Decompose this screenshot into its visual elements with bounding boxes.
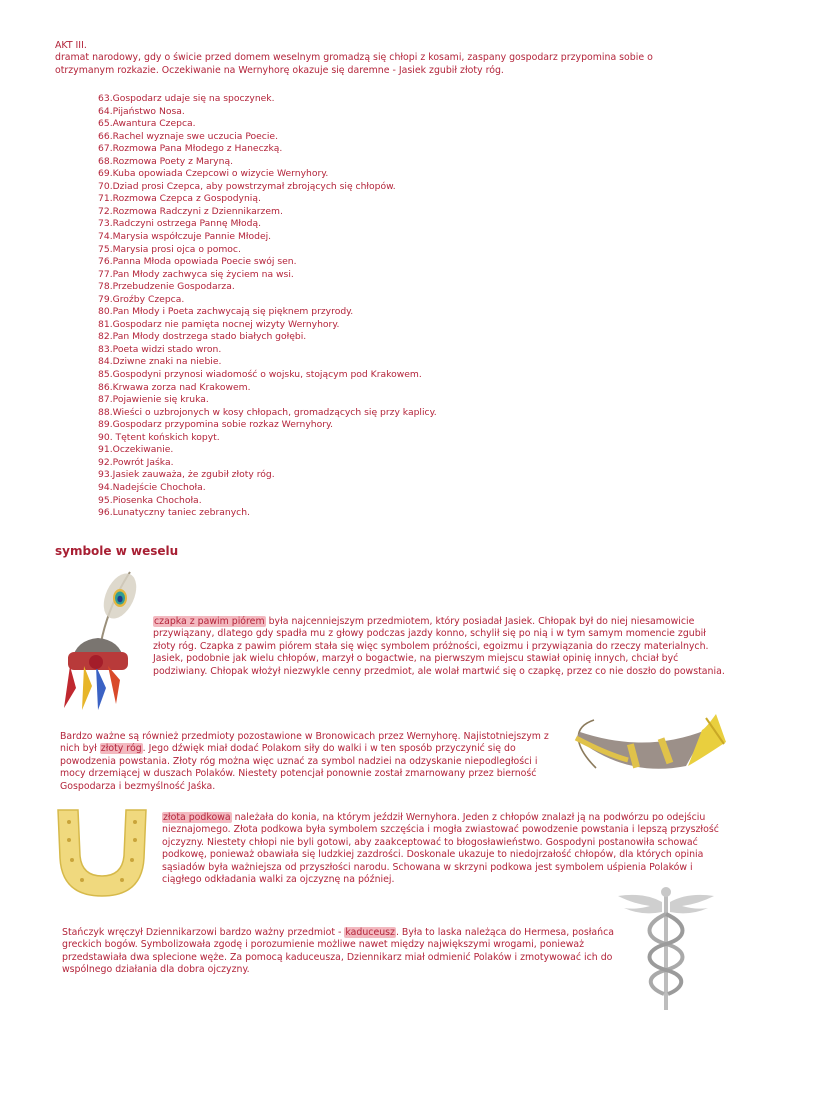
act-header (55, 40, 675, 77)
scene-list (98, 93, 437, 520)
scene-item: 77.Pan Młody zachwyca się życiem na wsi. (98, 268, 294, 280)
scene-item: 68.Rozmowa Poety z Maryną. (98, 155, 233, 167)
scene-item: 93.Jasiek zauważa, że zgubił złoty róg. (98, 469, 275, 481)
scene-item: 81.Gospodarz nie pamięta nocnej wizyty Wernyhory. (98, 318, 340, 330)
horn-text-before: Bardzo ważne są również przedmioty pozostawione w Bronowicach przez Wernyhorę. Najistotniejszym z nich był (60, 731, 549, 755)
peacock-feather-cap-icon (58, 568, 138, 713)
scene-item: 94.Nadejście Chochoła. (98, 481, 206, 493)
caduceus-text-before: Stańczyk wręczył Dziennikarzowi bardzo ważny przedmiot - (62, 927, 345, 938)
scene-item: 88.Wieści o uzbrojonych w kosy chłopach, gromadzących się przy kaplicy. (98, 406, 437, 418)
horn-paragraph (60, 731, 560, 793)
scene-item: 69.Kuba opowiada Czepcowi o wizycie Wernyhory. (98, 168, 329, 180)
caduceus-text-after: . Była to laska należąca do Hermesa, posłańca greckich bogów. Symbolizowała zgodę i porozumienie możliwe nawet między największymi wrogami, ponieważ przedstawiała dwa splecione węże. Za pomocą kaduceusza, Dziennikarz miał odmienić Polaków i zmotywować ich do wspólnego działania dla dobra ojczyzny. (62, 927, 615, 976)
horn-text-after: . Jego dźwięk miał dodać Polakom siły do walki i w ten sposób przyczynić się do powodzenia powstania. Złoty róg można więc uznać za symbol nadziei na odzyskanie niepodległości i mocy drzemiącej w duszach Polaków. Niestety potencjał ponownie został zmarnowany przez bierność Gospodarza i bezmyślność Jaśka. (60, 743, 538, 792)
scene-item: 83.Poeta widzi stado wron. (98, 343, 222, 355)
cap-highlight: czapka z pawim piórem (154, 616, 265, 627)
scene-item: 71.Rozmowa Czepca z Gospodynią. (98, 193, 261, 205)
horseshoe-paragraph (162, 812, 730, 886)
golden-horn-icon (566, 708, 730, 788)
scene-item: 64.Pijaństwo Nosa. (98, 105, 185, 117)
scene-item: 84.Dziwne znaki na niebie. (98, 356, 222, 368)
act-summary: dramat narodowy, gdy o świcie przed domem weselnym gromadzą się chłopi z kosami, zaspany gospodarz przypomina sobie o otrzymanym rozkazie. Oczekiwanie na Wernyhorę okazuje się daremne - Jasiek zgubił złoty róg. (55, 52, 653, 76)
scene-item: 72.Rozmowa Radczyni z Dziennikarzem. (98, 205, 283, 217)
scene-item: 90. Tętent końskich kopyt. (98, 431, 220, 443)
scene-item: 67.Rozmowa Pana Młodego z Haneczką. (98, 143, 283, 155)
caduceus-highlight: kaduceusz (345, 927, 395, 938)
cap-paragraph (153, 616, 731, 678)
horseshoe-text: należała do konia, na którym jeździł Wernyhora. Jeden z chłopów znalazł ją na podwórzu po odejściu nieznajomego. Złota podkowa była symbolem szczęścia i mogła zwiastować powodzenie powstania i lepszą przyszłość ojczyzny. Niestety chłopi nie byli gotowi, aby zaakceptować to błogosławieństwo. Gospodyni postanowiła schować podkowę, ponieważ obawiała się ludzkiej zazdrości. Doskonale ukazuje to niedojrzałość chłopów, dla których opinia sąsiadów była ważniejsza od przyszłości narodu. Schowana w skrzyni podkowa jest symbolem uśpienia Polaków i ciągłego odkładania walki za ojczyznę na później. (162, 812, 719, 886)
scene-item: 73.Radczyni ostrzega Pannę Młodą. (98, 218, 262, 230)
caduceus-icon (614, 884, 718, 1012)
scene-item: 95.Piosenka Chochoła. (98, 494, 202, 506)
horseshoe-highlight: złota podkowa (163, 812, 231, 823)
scene-item: 89.Gospodarz przypomina sobie rozkaz Wernyhory. (98, 419, 334, 431)
scene-item: 76.Panna Młoda opowiada Poecie swój sen. (98, 256, 297, 268)
scene-item: 74.Marysia współczuje Pannie Młodej. (98, 231, 272, 243)
scene-item: 63.Gospodarz udaje się na spoczynek. (98, 93, 275, 104)
scene-item: 80.Pan Młody i Poeta zachwycają się pięknem przyrody. (98, 306, 354, 318)
scene-item: 70.Dziad prosi Czepca, aby powstrzymał zbrojących się chłopów. (98, 180, 396, 192)
scene-item: 86.Krwawa zorza nad Krakowem. (98, 381, 251, 393)
scene-item: 82.Pan Młody dostrzega stado białych gołębi. (98, 331, 307, 343)
scene-item: 65.Awantura Czepca. (98, 118, 196, 130)
scene-item: 78.Przebudzenie Gospodarza. (98, 281, 235, 293)
caduceus-paragraph (62, 927, 617, 977)
scene-item: 85.Gospodyni przynosi wiadomość o wojsku, stojącym pod Krakowem. (98, 369, 422, 381)
act-title: AKT III. (55, 40, 87, 51)
section-title: symbole w weselu (55, 544, 179, 558)
cap-text: była najcenniejszym przedmiotem, który posiadał Jasiek. Chłopak był do niej niesamowicie przywiązany, dlatego gdy spadła mu z głowy podczas jazdy konno, schylił się po nią i w tym samym momencie zgubił złoty róg. Czapka z pawim piórem stała się więc symbolem próżności, egoizmu i przywiązania do rzeczy materialnych. Jasiek, podobnie jak wielu chłopów, marzył o bogactwie, na pierwszym miejscu stawiał opinię innych, chciał być podziwiany. Chłopak włożył niezwykle cenny przedmiot, ale wolał martwić się o czapkę, przez co nie doszło do powstania. (153, 616, 725, 677)
scene-item: 79.Groźby Czepca. (98, 293, 185, 305)
scene-item: 87.Pojawienie się kruka. (98, 394, 209, 406)
golden-horseshoe-icon (52, 806, 152, 898)
scene-item: 96.Lunatyczny taniec zebranych. (98, 507, 250, 519)
scene-item: 66.Rachel wyznaje swe uczucia Poecie. (98, 130, 278, 142)
scene-item: 92.Powrót Jaśka. (98, 456, 174, 468)
scene-item: 75.Marysia prosi ojca o pomoc. (98, 243, 241, 255)
horn-highlight: złoty róg (100, 743, 142, 755)
scene-item: 91.Oczekiwanie. (98, 444, 174, 456)
